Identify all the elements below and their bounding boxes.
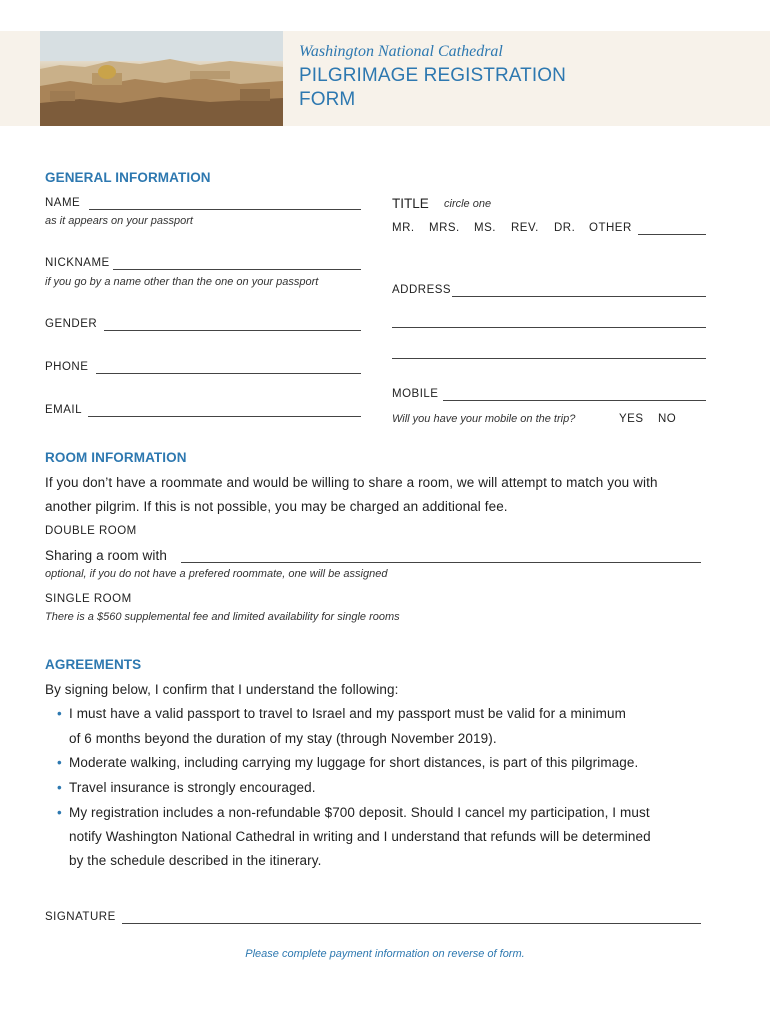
title-option-dr[interactable]: DR. — [554, 222, 576, 234]
title-other-field[interactable] — [638, 234, 706, 235]
phone-field[interactable] — [96, 373, 361, 374]
address-label: ADDRESS — [392, 284, 452, 296]
double-room-label[interactable]: DOUBLE ROOM — [45, 525, 137, 537]
agreement-4-line3: by the schedule described in the itinerary. — [69, 853, 322, 868]
org-name: Washington National Cathedral — [299, 43, 503, 60]
signature-field[interactable] — [122, 923, 701, 924]
agreement-3: Travel insurance is strongly encouraged. — [69, 780, 316, 795]
bullet-icon: • — [57, 755, 62, 770]
address-field-3[interactable] — [392, 358, 706, 359]
bullet-icon: • — [57, 805, 62, 820]
title-option-rev[interactable]: REV. — [511, 222, 539, 234]
bullet-icon: • — [57, 706, 62, 721]
email-field[interactable] — [88, 416, 361, 417]
title-option-mrs[interactable]: MRS. — [429, 222, 460, 234]
mobile-yes-option[interactable]: YES — [619, 413, 644, 425]
gender-field[interactable] — [104, 330, 361, 331]
agreement-1-line1: I must have a valid passport to travel to Israel and my passport must be valid for a minimum — [69, 706, 626, 721]
jerusalem-skyline-photo — [40, 31, 283, 126]
signature-label: SIGNATURE — [45, 911, 116, 923]
form-title-line2: FORM — [299, 89, 356, 110]
title-label: TITLE — [392, 196, 429, 211]
section-heading-room: ROOM INFORMATION — [45, 450, 187, 465]
sharing-note: optional, if you do not have a prefered roommate, one will be assigned — [45, 568, 388, 580]
mobile-field[interactable] — [443, 400, 706, 401]
mobile-no-option[interactable]: NO — [658, 413, 677, 425]
title-option-mr[interactable]: MR. — [392, 222, 415, 234]
nickname-note: if you go by a name other than the one on your passport — [45, 276, 319, 288]
agreement-1-line2: of 6 months beyond the duration of my stay (through November 2019). — [69, 731, 497, 746]
footer-note: Please complete payment information on reverse of form. — [245, 948, 525, 960]
agreements-intro: By signing below, I confirm that I understand the following: — [45, 682, 399, 697]
address-field-2[interactable] — [392, 327, 706, 328]
name-note: as it appears on your passport — [45, 215, 193, 227]
room-intro-line2: another pilgrim. If this is not possible, you may be charged an additional fee. — [45, 499, 508, 514]
gender-label: GENDER — [45, 318, 98, 330]
nickname-field[interactable] — [113, 269, 361, 270]
agreement-2: Moderate walking, including carrying my luggage for short distances, is part of this pilgrimage. — [69, 755, 639, 770]
address-field-1[interactable] — [452, 296, 706, 297]
single-room-label[interactable]: SINGLE ROOM — [45, 593, 132, 605]
single-room-note: There is a $560 supplemental fee and limited availability for single rooms — [45, 611, 400, 623]
name-label: NAME — [45, 197, 81, 209]
form-title-line1: PILGRIMAGE REGISTRATION — [299, 65, 566, 86]
title-option-ms[interactable]: MS. — [474, 222, 496, 234]
section-heading-agreements: AGREEMENTS — [45, 657, 142, 672]
bullet-icon: • — [57, 780, 62, 795]
mobile-label: MOBILE — [392, 388, 439, 400]
sharing-label: Sharing a room with — [45, 548, 167, 563]
room-intro-line1: If you don’t have a roommate and would be willing to share a room, we will attempt to match you with — [45, 475, 658, 490]
agreement-4-line1: My registration includes a non-refundable $700 deposit. Should I cancel my participation, I must — [69, 805, 650, 820]
nickname-label: NICKNAME — [45, 257, 110, 269]
email-label: EMAIL — [45, 404, 83, 416]
name-field[interactable] — [89, 209, 361, 210]
title-option-other[interactable]: OTHER — [589, 222, 632, 234]
section-heading-general: GENERAL INFORMATION — [45, 170, 211, 185]
phone-label: PHONE — [45, 361, 89, 373]
roommate-field[interactable] — [181, 562, 701, 563]
title-note: circle one — [444, 198, 492, 210]
agreement-4-line2: notify Washington National Cathedral in writing and I understand that refunds will be determined — [69, 829, 651, 844]
mobile-question: Will you have your mobile on the trip? — [392, 413, 576, 425]
